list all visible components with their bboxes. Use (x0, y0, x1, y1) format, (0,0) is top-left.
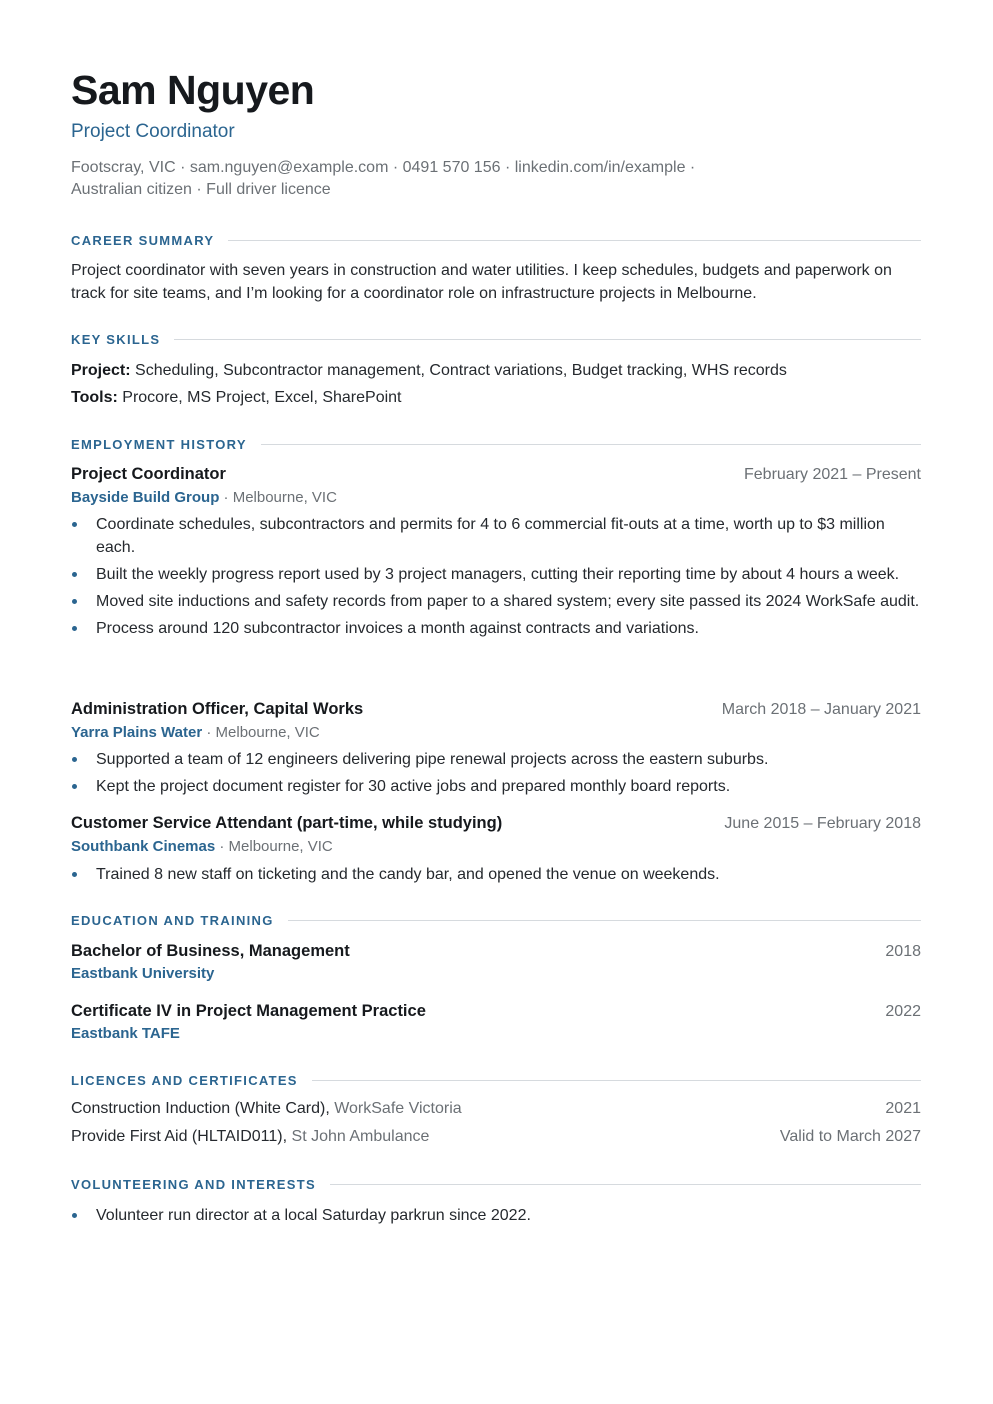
licence-date: 2021 (885, 1100, 921, 1117)
section-heading-education (71, 912, 921, 928)
section-divider (288, 920, 921, 921)
skills-label: Tools: (71, 389, 118, 406)
qualification-title: Bachelor of Business, Management (71, 942, 350, 960)
qualification-year: 2022 (885, 1003, 921, 1020)
contact-email[interactable]: sam.nguyen@example.com (189, 159, 389, 176)
list-item: Volunteer run director at a local Saturday parkrun since 2022. (71, 1204, 921, 1227)
section-heading-skills (71, 331, 921, 347)
employer-name: Southbank Cinemas (71, 838, 216, 855)
employer-name: Yarra Plains Water (71, 724, 203, 741)
list-item: Built the weekly progress report used by 3 project managers, cutting their reporting time by about 4 hours a week. (71, 563, 921, 586)
job-header (71, 700, 921, 719)
education-institution (71, 1024, 180, 1044)
education-institution (71, 964, 214, 984)
job-title: Administration Officer, Capital Works (71, 700, 364, 718)
candidate-role: Project Coordinator (71, 121, 235, 142)
summary-text: Project coordinator with seven years in construction and water utilities. I keep schedules, budgets and paperwork on track for site teams, and I’m looking for a coordinator role on infrastructure projects in Melbourne. (71, 262, 892, 302)
section-heading-licences (71, 1072, 921, 1088)
list-item: Coordinate schedules, subcontractors and permits for 4 to 6 commercial fit-outs at a time, worth up to $3 million each. (71, 513, 921, 559)
employer-location: Melbourne, VIC (215, 724, 320, 741)
bullet-icon (72, 522, 77, 527)
employer-location: Melbourne, VIC (232, 489, 337, 506)
job-employer: Southbank Cinemas · Melbourne, VIC (71, 838, 333, 855)
contact-separator: · (685, 159, 696, 176)
contact-separator: · (175, 159, 190, 176)
bullet-icon (72, 757, 77, 762)
skills-row-tools (71, 386, 921, 409)
contact-licence: Full driver licence (206, 181, 331, 198)
job-dates: June 2015 – February 2018 (724, 815, 921, 832)
section-title: LICENCES AND CERTIFICATES (71, 1072, 298, 1088)
section-title: KEY SKILLS (71, 331, 161, 347)
section-divider (312, 1080, 921, 1081)
skills-value: Procore, MS Project, Excel, SharePoint (122, 389, 402, 406)
licence-row: Construction Induction (White Card), WorkSafe Victoria 2021 (71, 1100, 921, 1117)
job-bullets (71, 748, 921, 802)
bullet-icon (72, 626, 77, 631)
job-header (71, 814, 921, 833)
candidate-name: Sam Nguyen (71, 67, 315, 113)
job-dates: February 2021 – Present (744, 466, 921, 483)
qualification-title: Certificate IV in Project Management Practice (71, 1002, 426, 1020)
contact-linkedin[interactable]: linkedin.com/in/example (514, 159, 686, 176)
list-item: Process around 120 subcontractor invoices a month against contracts and variations. (71, 617, 921, 640)
contact-phone[interactable]: 0491 570 156 (402, 159, 501, 176)
section-divider (261, 444, 921, 445)
section-heading-employment (71, 436, 921, 452)
skills-value: Scheduling, Subcontractor management, Contract variations, Budget tracking, WHS records (135, 362, 787, 379)
job-header (71, 465, 921, 484)
volunteering-bullets (71, 1204, 921, 1231)
bullet-icon (72, 872, 77, 877)
education-header (71, 1002, 921, 1021)
job-title: Customer Service Attendant (part-time, while studying) (71, 814, 503, 832)
skills-label: Project: (71, 362, 131, 379)
list-item: Supported a team of 12 engineers delivering pipe renewal projects across the eastern suburbs. (71, 748, 921, 771)
contact-location: Footscray, VIC (71, 159, 176, 176)
contact-line-2 (71, 179, 771, 201)
list-item: Trained 8 new staff on ticketing and the candy bar, and opened the venue on weekends. (71, 863, 921, 886)
contact-separator: · (388, 159, 403, 176)
education-header (71, 942, 921, 961)
job-bullets (71, 513, 921, 644)
job-employer: Bayside Build Group · Melbourne, VIC (71, 489, 337, 506)
bullet-icon (72, 1213, 77, 1218)
institution-name: Eastbank TAFE (71, 1025, 180, 1042)
bullet-icon (72, 572, 77, 577)
bullet-icon (72, 784, 77, 789)
job-bullets (71, 863, 921, 890)
section-title: EMPLOYMENT HISTORY (71, 436, 247, 452)
employer-name: Bayside Build Group (71, 489, 220, 506)
job-title: Project Coordinator (71, 465, 226, 483)
contact-details (71, 157, 771, 201)
licence-row: Provide First Aid (HLTAID011), St John Ambulance Valid to March 2027 (71, 1128, 921, 1145)
section-divider (228, 240, 921, 241)
list-item: Kept the project document register for 30 active jobs and prepared monthly board reports. (71, 775, 921, 798)
contact-separator: · (191, 181, 207, 198)
qualification-year: 2018 (885, 943, 921, 960)
list-item: Moved site inductions and safety records from paper to a shared system; every site passed its 2024 WorkSafe audit. (71, 590, 921, 613)
bullet-icon (72, 599, 77, 604)
section-title: VOLUNTEERING AND INTERESTS (71, 1176, 316, 1192)
section-divider (174, 339, 921, 340)
contact-line-1 (71, 157, 771, 179)
job-employer: Yarra Plains Water · Melbourne, VIC (71, 724, 320, 741)
section-title: EDUCATION AND TRAINING (71, 912, 274, 928)
skills-row-project (71, 359, 921, 382)
section-heading-summary (71, 232, 921, 248)
licence-issuer: St John Ambulance (291, 1128, 430, 1145)
licence-name: Provide First Aid (HLTAID011) (71, 1128, 283, 1145)
contact-citizenship: Australian citizen (71, 181, 192, 198)
licence-name: Construction Induction (White Card) (71, 1100, 326, 1117)
job-dates: March 2018 – January 2021 (721, 701, 921, 718)
section-divider (330, 1184, 921, 1185)
employer-location: Melbourne, VIC (228, 838, 333, 855)
licence-issuer: WorkSafe Victoria (334, 1100, 462, 1117)
contact-separator: · (500, 159, 515, 176)
licence-date: Valid to March 2027 (779, 1128, 921, 1145)
institution-name: Eastbank University (71, 965, 215, 982)
section-heading-volunteering (71, 1176, 921, 1192)
section-title: CAREER SUMMARY (71, 232, 215, 248)
